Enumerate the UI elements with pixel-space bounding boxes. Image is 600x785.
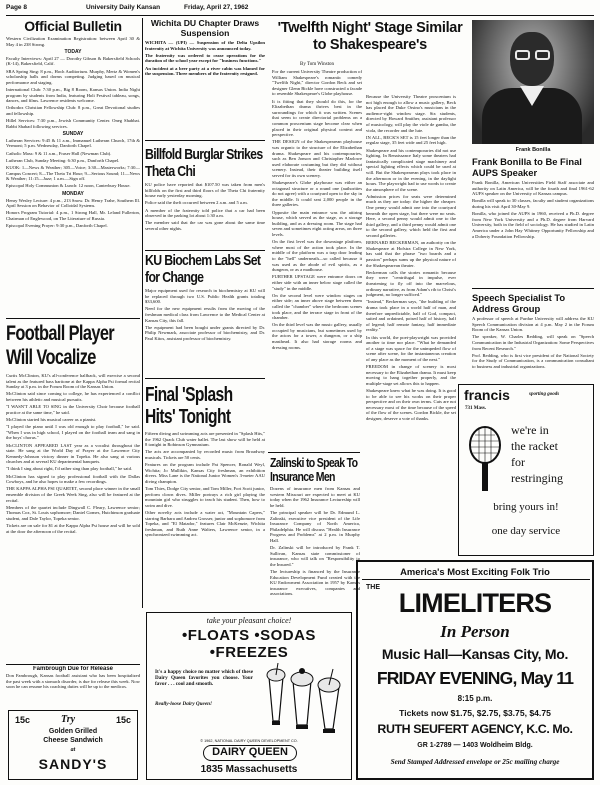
paragraph: Bonilla will speak to 30 classes, faculty and student organizations during his visit April 30-May 9.	[472, 198, 594, 209]
divider	[6, 664, 140, 665]
paragraph: "I WASN'T ABLE TO SING in the University Choir because football practice at the same time," he said.	[6, 404, 140, 415]
divider	[145, 378, 265, 379]
bonilla-headline: Frank Bonilla to Be Final AUPS Speaker	[472, 156, 582, 178]
bonilla-body	[472, 180, 594, 239]
limeliters-in-person: In Person	[440, 622, 510, 641]
paragraph: McCLINTON APPEARED LAST year as a vocalist throughout the state. He sang at the World Day of Prayer at the Lawrence City Kennedy-Johnson victory dinner in Topeka. He also sang at various churches and at several KU departmental banquets.	[6, 442, 140, 465]
francis-ad	[458, 384, 594, 556]
limeliters-date: FRIDAY EVENING, May 11	[376, 668, 574, 688]
twelfth-night-col-a	[272, 60, 362, 452]
bulletin-sunday-label: SUNDAY	[62, 130, 84, 137]
divider	[145, 140, 265, 141]
biochem-body	[145, 288, 265, 342]
zalinski-headline: Zalinski to Speak To Insurance Men	[270, 456, 358, 484]
speech-body	[472, 316, 594, 370]
bulletin-item: Catholic Mass: 9 & 11 a.m., Fraser Hall (Newman Club).	[6, 150, 112, 156]
limeliters-name: LIMELITERS	[398, 588, 552, 618]
paragraph: A member of the fraternity told police that a car had been observed in the parking lot about 1:30 a.m.	[145, 207, 265, 219]
bulletin-intro: Western Civilization Examination Registration: between April 30 & May 4 in 238 Strong.	[6, 36, 140, 47]
paragraph: Tickets are on sale for $1 at the Kappa Alpha Psi house and will be sold at the door the afternoon of the recital.	[6, 523, 140, 534]
paragraph: The fraternity was ordered to cease operations for the duration of the school year except for "business functions."	[145, 52, 265, 64]
francis-line2: the racket	[511, 439, 558, 453]
limeliters-tickets: Tickets now $1.75, $2.75, $3.75, $4.75	[399, 708, 551, 718]
paragraph: Need for the new equipment results from the moving of the freshman medical class from Lawrence to the Medical Center at Kansas City, this fall.	[145, 306, 265, 323]
bulletin-item: Hillel Services: 7:30 p.m., Jewish Community Center. Oneg Shabbat. Rabbi Shabad following services.	[6, 118, 140, 129]
biochem-headline: KU Biochem Labs Set for Change	[145, 252, 261, 286]
photo-glasses-right	[535, 50, 550, 60]
bulletin-item: KUOK: 1—News & Weather; 305—Voice; 3:30—Masterworks; 7:30—Campus Concert; 8—The Theta Tri Hour; 9—Serious Sound; 11—News & Weather; 11:15—Jazz; 1 a.m.—Sign off.	[6, 165, 140, 182]
bulletin-item: International Club: 7:30 p.m., Big 8 Room, Kansas Union. India Night program by students from India, featuring Holi Festival tableau, songs, dances, and films. Lawrence residents welcome.	[6, 86, 140, 104]
limeliters-the: THE	[366, 584, 380, 591]
bulletin-item: Lutheran Club, Sunday Meeting: 6:30 p.m., Danforth Chapel.	[6, 157, 120, 163]
sandys-try: Try	[61, 714, 76, 725]
splash-article	[145, 384, 265, 610]
dq-copyright: © 1962, NATIONAL DAIRY QUEEN DEVELOPMENT CO.	[200, 739, 298, 743]
masthead	[6, 2, 594, 16]
splash-headline: Final 'Splash Hits' Tonight	[145, 384, 233, 428]
paragraph: IN ALL, BECK'S SET is 15 feet longer than the regular stage, 35 feet wide and 25 feet high.	[366, 134, 456, 146]
splash-body	[145, 431, 265, 538]
paragraph: The equipment had been bought under grants directed by Dr. Philip Newmark, associate professor of biochemistry, and Dr. Paul Kitos, assistant professor of biochemistry.	[145, 324, 265, 341]
paragraph: Opposite the main entrance was the attiring house, which served as the stage, as a storage building, and as a dressing room. The stage had seven and sometimes eight acting areas, on three levels.	[272, 209, 362, 237]
football-body	[6, 373, 140, 534]
paragraph: Dr. Zalinski will be introduced by Frank T. Sullivan, Kansas state commissioner of insurance, who will talk on "Responsibility to the Insured."	[270, 545, 360, 567]
twelfth-night-headline: 'Twelfth Night' Stage Similar to Shakespeare's	[277, 20, 463, 53]
football-article	[6, 322, 140, 662]
fambrough-headline: Fambrough Due for Release	[32, 666, 113, 672]
fambrough-article	[6, 666, 140, 706]
francis-tagline: sporting goods	[529, 392, 560, 397]
limeliters-phone: GR 1-2789 — 1403 Woldheim Bldg.	[417, 742, 533, 749]
zalinski-article	[270, 456, 360, 608]
paragraph: Other novelty acts include a water act, "Mountain Capers," starring Barbara and Andrea Grosser, junior and sophomore from Topeka, and "El Matador," features Clair McKenzie, Wichita freshman, and Ruth Anne Walters, Lawrence senior, in a synchronized swimming act.	[145, 510, 265, 538]
francis-line1: we're in	[511, 423, 549, 437]
paragraph: Fifteen diving and swimming acts are presented in "Splash Hits," the 1962 Quack Club water ballet. The last show will be held at 8 tonight in Robinson Gymnasium.	[145, 431, 265, 448]
paragraph: On the third level was the music gallery, usually occupied by musicians, but sometimes used by the actors for a tower, a dungeon, or a ship masthead. It also had storage rooms and dressing rooms.	[272, 322, 362, 350]
paragraph: Major equipment used for research in biochemistry at KU will be replaced through two U.S. Public Health grants totaling $33,600.	[145, 288, 265, 305]
paragraph: Members of the quartet include Dingwall C. Fleary, Lawrence senior; Thomas Cox, St. Louis sophomore; Daniel Gomes, Hutchinson graduate student, and Dale Taylor, Topeka senior.	[6, 504, 140, 521]
limeliters-ad	[356, 560, 594, 780]
sandys-price-left: 15c	[15, 715, 31, 725]
dq-address: 1835 Massachusetts	[200, 764, 298, 775]
biochem-article	[145, 252, 265, 372]
dairy-queen-ad	[146, 612, 352, 780]
paragraph: "Instead," Beckerman says, "the building of the drama took place in a world half of man, and therefore unpredictable, half of God, compact, suited and ordained, poised half of history, half of legend; half remote fantasy, half immediate reality."	[366, 299, 456, 333]
paragraph: Frank Bonilla, American Universities Field Staff associate and authority on Latin America, will be the fourth and final 1961-62 AUFS speaker on the University of Kansas campus.	[472, 180, 594, 197]
limeliters-mail: Send Stamped Addressed envelope or 25c mailing charge	[390, 758, 560, 766]
bulletin-item: Orthodox Christian Fellowship Club: 8 p.m., Great Devotional studies and fellowship.	[6, 105, 140, 116]
paragraph: It is fitting that they should do this, for the Elizabethan drama thrives best in the surroundings for which it was written. Scenes that seem to create directorial problems on a common proscenium stage become clear when placed in their original physical context and perspective.	[272, 98, 362, 138]
paragraph: Shakespeare and his contemporaries did not use lighting. In Renaissance Italy some theaters had fantastically complicated stage machinery and special lighting effects which could be used at will. But the Shakespearean plays took place in the afternoon or in the evening, in the daylight hours. The playwright had to use words to create the atmosphere of the scene.	[366, 147, 456, 192]
bulletin-item: Honors Program Tutorial: 4 p.m., 1 Strong Hall, Mr. Leland Fullerton, Chairman of Englewood, on The Literature of Russia.	[6, 210, 140, 221]
football-headline: Football Player Will Vocalize	[6, 322, 115, 369]
bulletin-item: Henry Wesley Lecture: 4 p.m., 213 Snow. Dr. Henry Trahe, Southern Ill. April Session on Behavior of Colloidal Systems.	[6, 197, 140, 209]
paragraph: KU police have reported that $107.50 was taken from men's billfolds on the first and third floors of the Theta Chi fraternity house early yesterday morning.	[145, 182, 265, 199]
paragraph: Dozens of insurance men from Kansas and western Missouri are expected to meet at KU today when the 1962 Insurance Lectureship will be held.	[270, 486, 360, 508]
wichita-headline: Wichita DU Chapter Draws Suspension	[150, 18, 260, 38]
sandys-at: at	[70, 747, 76, 753]
bulletin-item: Lutheran Services: 9:45 & 11 a.m., Immanuel Lutheran Church, 17th & Vermont; 5 p.m. Wednesday, Danforth Chapel.	[6, 137, 140, 149]
billfold-body	[145, 182, 265, 232]
paragraph: The acts are accompanied by recorded music from Broadway musicals. Tickets are 50 cents.	[145, 449, 265, 460]
speech-headline: Speech Specialist To Address Group	[472, 292, 566, 314]
paragraph: Shakespeare knew what he was doing. It is good to be able to see his works on their proper perspective and on their own terms. Cuts are not necessary most of the time because of the speed of the flow of the scenes. Gordon Bickle, the set designer, deserve a vote of thanks.	[366, 388, 456, 421]
paragraph: McClinton started his musical career as a pianist.	[6, 416, 97, 422]
bulletin-today-label: TODAY	[64, 48, 82, 55]
paragraph: FURTHER UPSTAGE were entrance doors on either side with an inner below stage called the "study" in the middle.	[272, 274, 362, 291]
francis-logo: francis	[464, 387, 510, 403]
dq-bubble-text2: Really-loose Dairy Queen!	[155, 701, 213, 707]
paragraph: Shakespeare's Globe playhouse was either an octagonal structure or a round one (authorities do not agree) with a courtyard open to the sky in the middle. It could seat 2,000 people in the three galleries.	[272, 180, 362, 208]
tennis-racket-icon	[465, 425, 507, 495]
bonilla-photo	[472, 20, 594, 144]
sandys-price-right: 15c	[115, 715, 131, 725]
billfold-article	[145, 146, 265, 248]
paper-name: University Daily Kansan	[86, 4, 161, 11]
sandys-item-line1: Golden Grilled	[48, 728, 98, 735]
paragraph: Admission prices for seats were determined much as they are today: the higher the cheaper. One penny would admit one into the courtyard beneath the open stage, but there were no seats. Here, a second penny would admit one to the third gallery, and a third penny would admit one to the second gallery, which held the first and second galleries.	[366, 193, 456, 239]
bonilla-photo-caption: Frank Bonilla	[515, 147, 551, 153]
limeliters-top-line: America's Most Exciting Folk Trio	[400, 566, 550, 577]
billfold-headline: Billfold Burglar Strikes Theta Chi	[145, 146, 263, 180]
limeliters-agency: RUTH SEUFERT AGENCY, K.C. Mo.	[377, 722, 573, 736]
paragraph: THE DESIGN of the Shakespearean playhouse was organic to the structure of the Elizabethan drama. Shakespeare and his contemporaries, such as Ben Jonson and Christopher Marlowe used elaborate costuming but they did without scenery. Instead, their theater building itself served for its own scenery.	[272, 139, 362, 178]
bulletin-title: Official Bulletin	[24, 18, 122, 34]
paragraph: The principal speaker will be Dr. Edmund L. Zalinski, executive vice president of the Life Insurance Company of North America, Philadelphia. He will discuss "Health Insurance Progress and Problems" at 2 p.m. in Murphy Hall.	[270, 509, 360, 543]
twelfth-night-body-a	[272, 69, 362, 350]
paragraph: WICHITA — (UPI) — Suspension of the Delta Upsilon fraternity at Wichita University was announced today.	[145, 40, 265, 51]
dq-logo: DAIRY QUEEN	[203, 745, 297, 761]
divider	[472, 288, 594, 289]
bulletin-body	[6, 36, 140, 229]
divider	[6, 318, 140, 319]
paragraph: A professor of speech at Purdue University will address the KU Speech Communication division at 4 p.m. May 2 in the Forum Room of the Kansas Union.	[472, 316, 594, 333]
speech-article	[472, 292, 594, 384]
paragraph: For the current University Theatre production of William Shakespeare's romantic comedy "Twelfth Night," director Gordon Beck and set designer Glenn Bickle have constructed a facade to resemble Shakespeare's Globe playhouse.	[272, 69, 362, 97]
twelfth-night-body-b	[366, 94, 456, 422]
limeliters-time: 8:15 p.m.	[457, 694, 493, 703]
paragraph: McClinton said since coming to college, he has experienced a conflict between his athletic and musical pursuits.	[6, 391, 140, 402]
paragraph: An incident at a beer party at a river cabin was blamed for the suspension. Three members of the fraternity resigned.	[145, 65, 265, 77]
photo-glasses-left	[515, 50, 530, 60]
bulletin-item: Faculty Interviews: April 27 — Dorothy Gibson & Bakersfield Schools (K-14), Bakersfield, Calif.	[6, 55, 140, 67]
dq-bubble-text: It's a happy choice no matter which of these Dairy Queen favorites you choose. Your favor . . . cool and smooth.	[155, 669, 253, 688]
dq-line2: •FREEZES	[209, 644, 289, 661]
paragraph: The speaker, W. Charles Redding, will speak on "Speech Communication in the Industrial Organization: Some Perspectives from Recent Research."	[472, 334, 594, 351]
paragraph: Prof. Redding, who is first vice president of the National Society for the Study of Communication, is a communication consultant to business and industrial organizations.	[472, 352, 594, 369]
paragraph: McClinton has signed to play professional football with the Dallas Cowboys, and he also hopes to make a few recordings.	[6, 473, 140, 485]
issue-date: Friday, April 27, 1962	[184, 4, 249, 11]
bulletin-monday-label: MONDAY	[62, 190, 84, 197]
limeliters-venue: Music Hall—Kansas City, Mo.	[381, 646, 569, 662]
twelfth-night-byline: By Tom Winston	[300, 62, 334, 67]
sandys-item-line2: Cheese Sandwich	[43, 737, 103, 744]
sandys-logo: SANDY'S	[38, 756, 108, 772]
paragraph: The member said that the car was gone about the same time several other nights.	[145, 220, 265, 231]
paragraph: Tom Thies, Dodge City senior, and Tom Miller, Fort Scott junior, perform clown dives. Miller portrays a rich girl playing the mountain girl who struggles to teach his student. Then, how to swim and dive.	[145, 486, 265, 508]
bulletin-item: Episcopal Holy Communion & Lunch: 12 noon, Canterbury House.	[6, 183, 131, 189]
twelfth-night-col-b	[366, 94, 456, 530]
bonilla-article	[472, 156, 594, 290]
zalinski-body	[270, 486, 360, 597]
paragraph: Curtis McClinton, KU's all-conference halfback, will exercise a second talent as the featured bass baritone at the Kappa Alpha Psi formal recital Sunday at 3 p.m. in the Forum Room of the Kansas Union.	[6, 373, 140, 390]
divider	[362, 579, 590, 580]
official-bulletin	[6, 18, 140, 318]
paragraph: In this world, the poet-playwright was provided another to time nor place. "What he demanded of a stage was space for the unimpeded flow of scene after scene, for the instantaneous creation of any place as the moment of the next."	[366, 334, 456, 362]
paragraph: Bonilla, who joined the AUPS in 1960, received a Ph.D. degree from New York University and a Ph.D. degree from Harvard University, both in the field of sociology. He has studied in Latin America under a John Hay Whitney Opportunity Fellowship and a Doherty Foundation Fellowship.	[472, 211, 594, 239]
francis-line3: for	[511, 455, 525, 469]
francis-line4: restringing	[511, 471, 563, 485]
sundae-glasses-icon	[263, 663, 345, 737]
divider	[268, 452, 360, 453]
paragraph: THE KAPPA ALPHA PSI QUARTET, second place winner in the small ensemble division of the Greek Week Sing, also will be featured at the recital.	[6, 486, 140, 503]
paragraph: Beckerman calls the stories romantic because they were "centrifugal in impulse, ever threatening to fly off into the marvelous, ordinary narrative, as from Adam's rib to Christ's judgment, no longer sufficed."	[366, 269, 456, 298]
paragraph: The lectureship is financed by the Insurance Education Development Fund created with the KU Endowment Association in 1957 by Kansas insurance executives, companies and associations.	[270, 569, 360, 597]
dq-tagline: take your pleasant choice!	[206, 616, 292, 625]
paragraph: On the first level was the downstage platform, where most of the action took place. In the middle of the platform was a trap door leading to the "hell" underneath—so called because it was used as the abode of evil spirits, as a dungeon, or as a madhouse.	[272, 239, 362, 273]
paragraph: BERNARD BECKERMAN, an authority on the Shakespeare at Hofstra College in New York, has said that the phrase "two boards and a passion" perhaps sums up the physical nature of the Shakespearean theater.	[366, 240, 456, 268]
bulletin-item: SRA Spring Sing: 8 p.m., Hoch Auditorium. Murphy, Mertz & Women's scholarship halls and dorms competing. Judging based on musical performance and staging.	[6, 68, 140, 85]
wichita-body	[145, 40, 265, 77]
fambrough-body: Don Fambrough, Kansas football assistant who has been hospitalized the past week with a stomach disorder, is due for release this week. Now soon he can resume his coaching duties will be up to the medicos.	[6, 673, 140, 690]
francis-line5: bring yours in!	[493, 501, 559, 513]
francis-line6: one day service	[491, 525, 561, 537]
sandys-ad	[8, 710, 138, 780]
francis-address: 731 Mass.	[465, 406, 487, 411]
paragraph: "I think I sing about right, I'd rather sing than play football," he said.	[6, 466, 133, 472]
bulletin-item: Episcopal Evening Prayer: 9:30 p.m., Danforth Chapel.	[6, 223, 108, 229]
paragraph: FREEDOM in change of scenery is most necessary to the Elizabethan drama. It must keep moving to hang together properly, and the multiple-stage set allows this to happen.	[366, 364, 456, 386]
paragraph: Because the University Theatre proscenium is not high enough to allow a music gallery, Beck has placed the Duke Orsino's musicians in the audience-right window stage. Six students, directed by Howard Smither, assistant professor of musicology, will play the viole de gamba, the viola, the recorder and the lute.	[366, 94, 456, 133]
divider	[145, 250, 265, 251]
dq-line1: •FLOATS •SODAS	[182, 627, 316, 644]
paragraph: On the second level were window stages on either side; an inner above stage between them called the "chamber" where the bedroom scenes took place, and the terrace stage in front of the chamber.	[272, 292, 362, 321]
paragraph: Features on the program include Pat Spencer, Ronald Weyl, Wichita; Jo Mullikin, Kansas City freshman, an exhibition divers. Miss Lane is the National Junior Women's 3-meter AAU diving champion.	[145, 462, 265, 484]
paragraph: "I played the piano until I was old enough to play football," he said. "When I was in high school, I played on the football team and sang in the boys' chorus."	[6, 424, 140, 441]
page-number: Page 8	[6, 4, 27, 11]
column-rule	[142, 18, 143, 608]
paragraph: Police said the theft occurred between 2 a.m. and 5 a.m.	[145, 200, 248, 206]
wichita-article	[145, 18, 265, 136]
